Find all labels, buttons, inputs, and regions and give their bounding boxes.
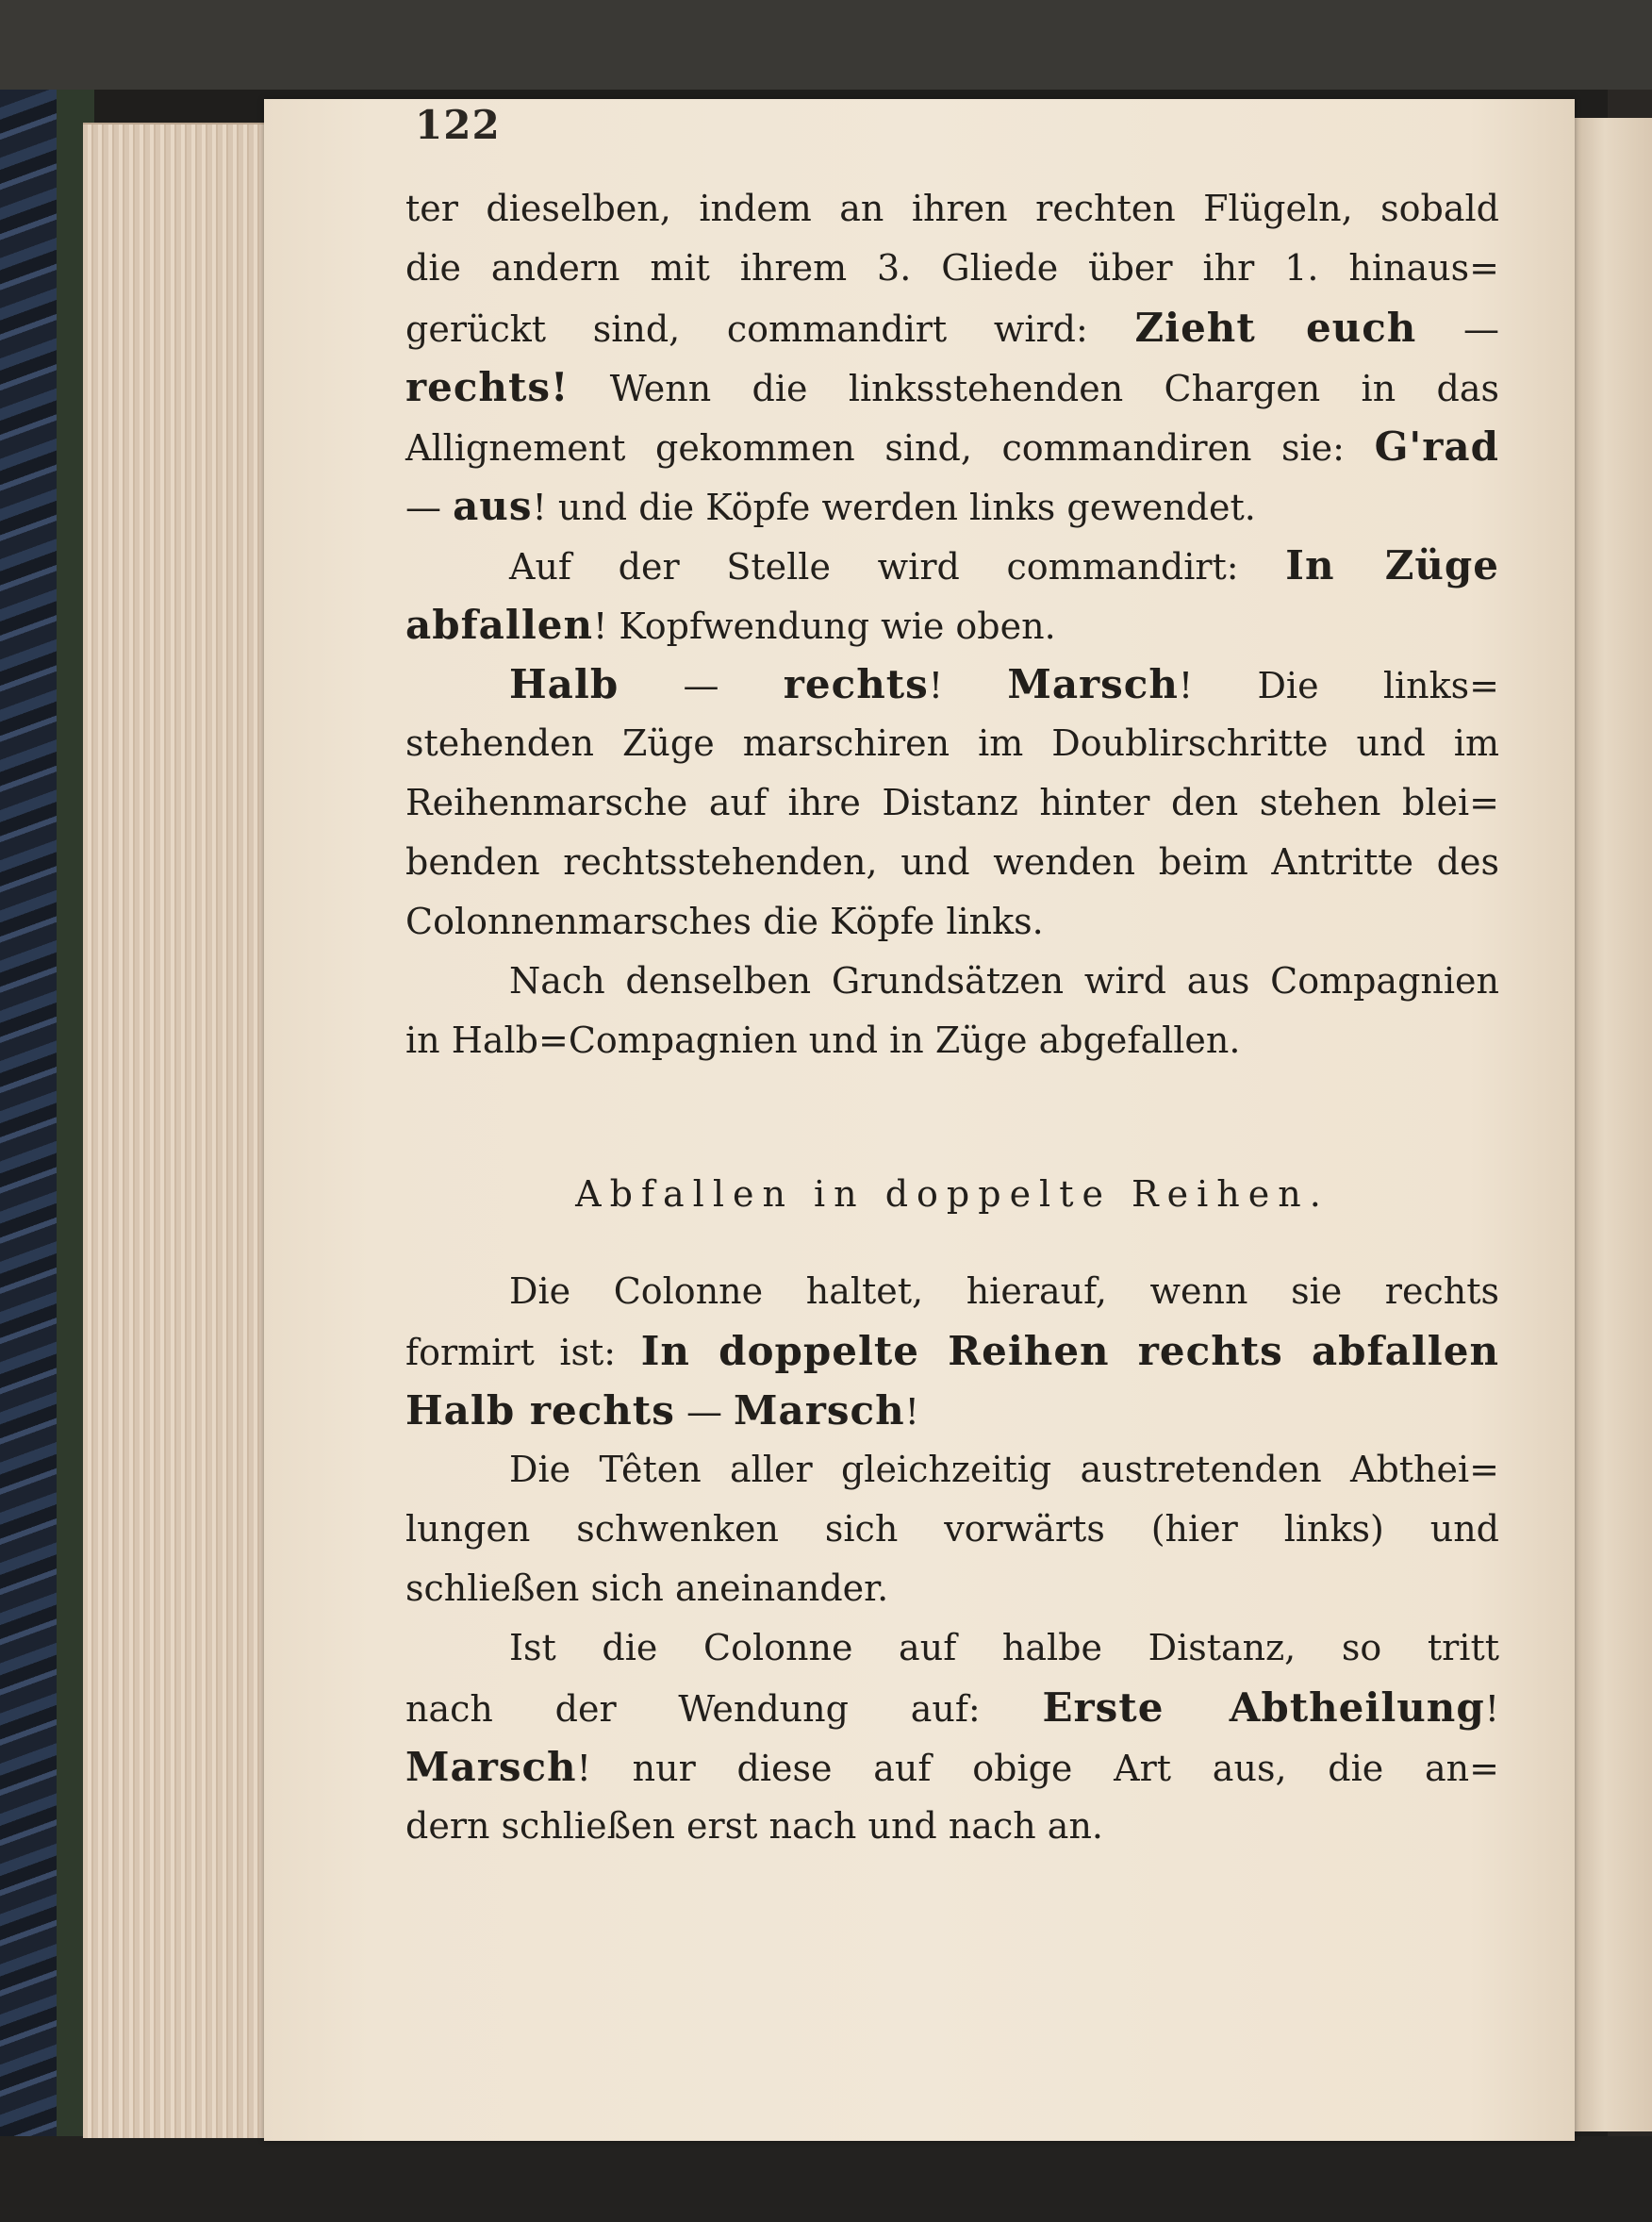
section-spacer — [405, 1224, 1499, 1262]
text-segment: schließen sich aneinander. — [405, 1567, 889, 1609]
command-text: abfallen — [405, 602, 594, 648]
command-text: rechts! — [405, 364, 570, 410]
text-segment: die andern mit ihrem 3. Gliede über ihr 1. hinaus= — [405, 247, 1499, 289]
text-segment: lungen schwenken sich vorwärts (hier links) und — [405, 1508, 1499, 1550]
section-spacer — [405, 1070, 1499, 1165]
text-segment: formirt ist: — [405, 1332, 641, 1373]
text-line — [405, 1262, 1499, 1321]
text-segment: ! Kopfwendung wie oben. — [593, 605, 1056, 647]
text-line — [405, 714, 1499, 773]
text-segment: — — [405, 487, 454, 528]
text-segment: Nach denselben Grundsätzen wird aus Compagnien — [509, 960, 1499, 1002]
text-segment: stehenden Züge marschiren im Doublirschritte und im — [405, 722, 1499, 764]
text-segment: Die Colonne haltet, hierauf, wenn sie rechts — [509, 1270, 1499, 1312]
command-text: In Züge — [1285, 542, 1500, 589]
text-line — [405, 1618, 1499, 1678]
text-segment: ! Die links= — [1178, 665, 1499, 706]
text-segment: Die Têten aller gleichzeitig austretenden Abthei= — [509, 1449, 1499, 1490]
text-segment: Auf der Stelle wird commandirt: — [509, 546, 1286, 588]
text-segment: ! nur diese auf obige Art aus, die an= — [576, 1748, 1499, 1789]
text-line — [405, 655, 1499, 714]
text-segment: in Halb=Compagnien und in Züge abgefallen. — [405, 1020, 1241, 1061]
text-segment: benden rechtsstehenden, und wenden beim Antritte des — [405, 841, 1499, 883]
command-text: Halb rechts — [405, 1387, 675, 1434]
command-text: Marsch — [405, 1744, 577, 1790]
text-line — [405, 1559, 1499, 1618]
text-line — [405, 476, 1499, 536]
section-heading — [405, 1165, 1499, 1224]
text-segment: dern schließen erst nach und nach an. — [405, 1805, 1103, 1847]
text-line — [405, 773, 1499, 833]
text-segment: ! und die Köpfe werden links gewendet. — [532, 487, 1256, 528]
command-text: G'rad — [1374, 423, 1499, 470]
command-text: Halb — [509, 661, 620, 707]
page-number: 122 — [415, 102, 501, 148]
text-line — [405, 1011, 1499, 1070]
text-line — [405, 1440, 1499, 1500]
text-line — [405, 536, 1499, 595]
command-text: Erste Abtheilung — [1042, 1684, 1485, 1731]
text-line — [405, 1381, 1499, 1440]
text-segment: Reihenmarsche auf ihre Distanz hinter den stehen blei= — [405, 782, 1499, 823]
text-segment: ! — [1484, 1688, 1499, 1730]
text-line — [405, 298, 1499, 357]
text-line — [405, 1797, 1499, 1856]
book-cover-bottom — [0, 2136, 1652, 2222]
text-line — [405, 1500, 1499, 1559]
text-segment: — — [619, 665, 784, 706]
text-segment: Wenn die linksstehenden Chargen in das — [569, 368, 1499, 409]
command-text: In doppelte Reihen rechts abfallen — [640, 1328, 1499, 1374]
text-line — [405, 417, 1499, 476]
command-text: Marsch — [1007, 661, 1179, 707]
text-segment: Abfallen in doppelte Reihen. — [575, 1173, 1330, 1215]
page-text — [405, 179, 1499, 1856]
text-line — [405, 239, 1499, 298]
text-segment: gerückt sind, commandirt wird: — [405, 308, 1135, 350]
command-text: aus — [453, 483, 533, 529]
command-text: Marsch — [734, 1387, 905, 1434]
text-segment: Allignement gekommen sind, commandiren sie: — [405, 427, 1375, 469]
text-line — [405, 1321, 1499, 1381]
text-segment: nach der Wendung auf: — [405, 1688, 1043, 1730]
text-segment: ! — [904, 1391, 919, 1433]
page-edges — [83, 123, 272, 2138]
facing-page-edge — [1573, 118, 1652, 2131]
command-text: rechts — [783, 661, 929, 707]
text-segment: — — [1416, 308, 1499, 350]
text-line — [405, 833, 1499, 892]
text-line — [405, 1737, 1499, 1797]
command-text: Zieht euch — [1134, 305, 1417, 351]
text-segment: ter dieselben, indem an ihren rechten Flügeln, sobald — [405, 188, 1499, 229]
book-cover-top — [0, 0, 1652, 90]
text-line — [405, 1678, 1499, 1737]
text-line — [405, 357, 1499, 417]
text-line — [405, 595, 1499, 655]
text-line — [405, 892, 1499, 952]
text-segment: ! — [928, 665, 1008, 706]
text-segment: — — [674, 1391, 735, 1433]
text-segment: Colonnenmarsches die Köpfe links. — [405, 901, 1044, 942]
text-line — [405, 179, 1499, 239]
text-line — [405, 952, 1499, 1011]
text-segment: Ist die Colonne auf halbe Distanz, so tritt — [509, 1627, 1499, 1668]
